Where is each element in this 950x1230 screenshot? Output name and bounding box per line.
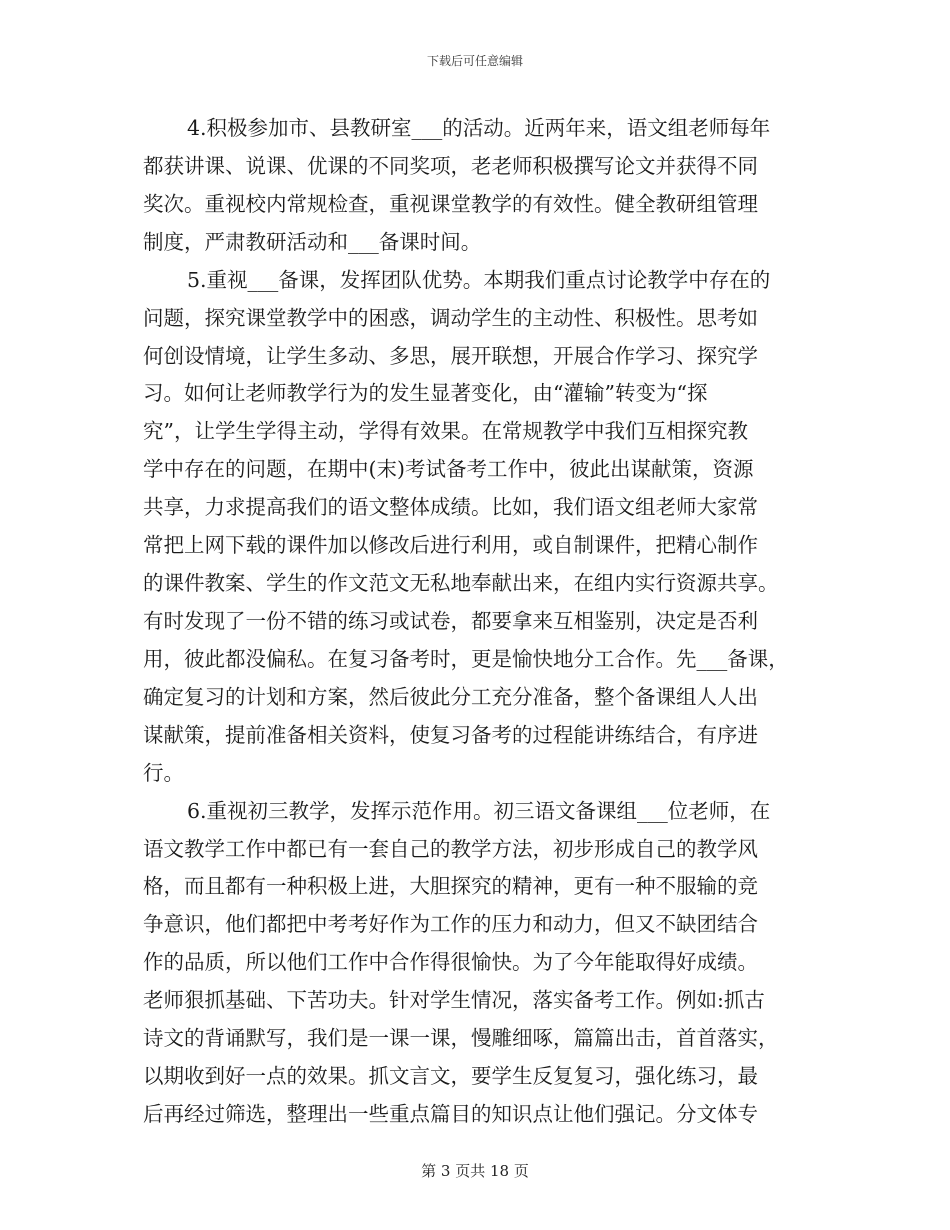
text-line: 学中存在的问题，在期中(末)考试备考工作中，彼此出谋献策，资源 — [143, 457, 754, 481]
text-line: 常把上网下载的课件加以修改后进行利用，或自制课件，把精心制作 — [143, 533, 758, 557]
text-line: 作的品质，所以他们工作中合作得很愉快。为了今年能取得好成绩。 — [143, 950, 758, 974]
text-line: 4.积极参加市、县教研室___的活动。近两年来，语文组老师每年 — [187, 116, 771, 140]
text-line: 习。如何让老师教学行为的发生显著变化，由“灌输”转变为“探 — [143, 381, 708, 405]
text-line: 制度，严肃教研活动和___备课时间。 — [143, 230, 482, 254]
text-line: 究”，让学生学得主动，学得有效果。在常规教学中我们互相探究教 — [143, 419, 748, 443]
page-footer: 第 3 页共 18 页 — [421, 1162, 529, 1180]
text-line: 有时发现了一份不错的练习或试卷，都要拿来互相鉴别，决定是否利 — [143, 609, 758, 633]
text-line: 确定复习的计划和方案，然后彼此分工充分准备，整个备课组人人出 — [143, 685, 758, 709]
text-line: 何创设情境，让学生多动、多思，展开联想，开展合作学习、探究学 — [143, 344, 758, 368]
text-line: 行。 — [143, 761, 184, 785]
text-line: 都获讲课、说课、优课的不同奖项，老老师积极撰写论文并获得不同 — [143, 154, 758, 178]
page-header: 下载后可任意编辑 — [426, 54, 523, 68]
text-line: 诗文的背诵默写，我们是一课一课，慢雕细啄，篇篇出击，首首落实， — [143, 1026, 779, 1050]
text-line: 语文教学工作中都已有一套自己的教学方法，初步形成自己的教学风 — [143, 837, 758, 861]
text-line: 问题，探究课堂教学中的困惑，调动学生的主动性、积极性。思考如 — [143, 306, 758, 330]
text-line: 格，而且都有一种积极上进，大胆探究的精神，更有一种不服输的竞 — [143, 874, 758, 898]
text-line: 6.重视初三教学，发挥示范作用。初三语文备课组___位老师，在 — [187, 799, 771, 823]
text-line: 用，彼此都没偏私。在复习备考时，更是愉快地分工合作。先___备课， — [143, 647, 789, 671]
text-line: 谋献策，提前准备相关资料，使复习备考的过程能讲练结合，有序进 — [143, 723, 758, 747]
text-line: 争意识，他们都把中考考好作为工作的压力和动力，但又不缺团结合 — [143, 912, 758, 936]
text-line: 以期收到好一点的效果。抓文言文，要学生反复复习，强化练习，最 — [143, 1064, 758, 1088]
text-line: 老师狠抓基础、下苦功夫。针对学生情况，落实备考工作。例如:抓古 — [143, 988, 765, 1012]
text-line: 奖次。重视校内常规检查，重视课堂教学的有效性。健全教研组管理 — [143, 192, 758, 216]
text-line: 共享，力求提高我们的语文整体成绩。比如，我们语文组老师大家常 — [143, 495, 758, 519]
text-line: 5.重视___备课，发挥团队优势。本期我们重点讨论教学中存在的 — [187, 268, 771, 292]
text-line: 后再经过筛选，整理出一些重点篇目的知识点让他们强记。分文体专 — [143, 1102, 758, 1126]
text-line: 的课件教案、学生的作文范文无私地奉献出来，在组内实行资源共享。 — [143, 571, 779, 595]
